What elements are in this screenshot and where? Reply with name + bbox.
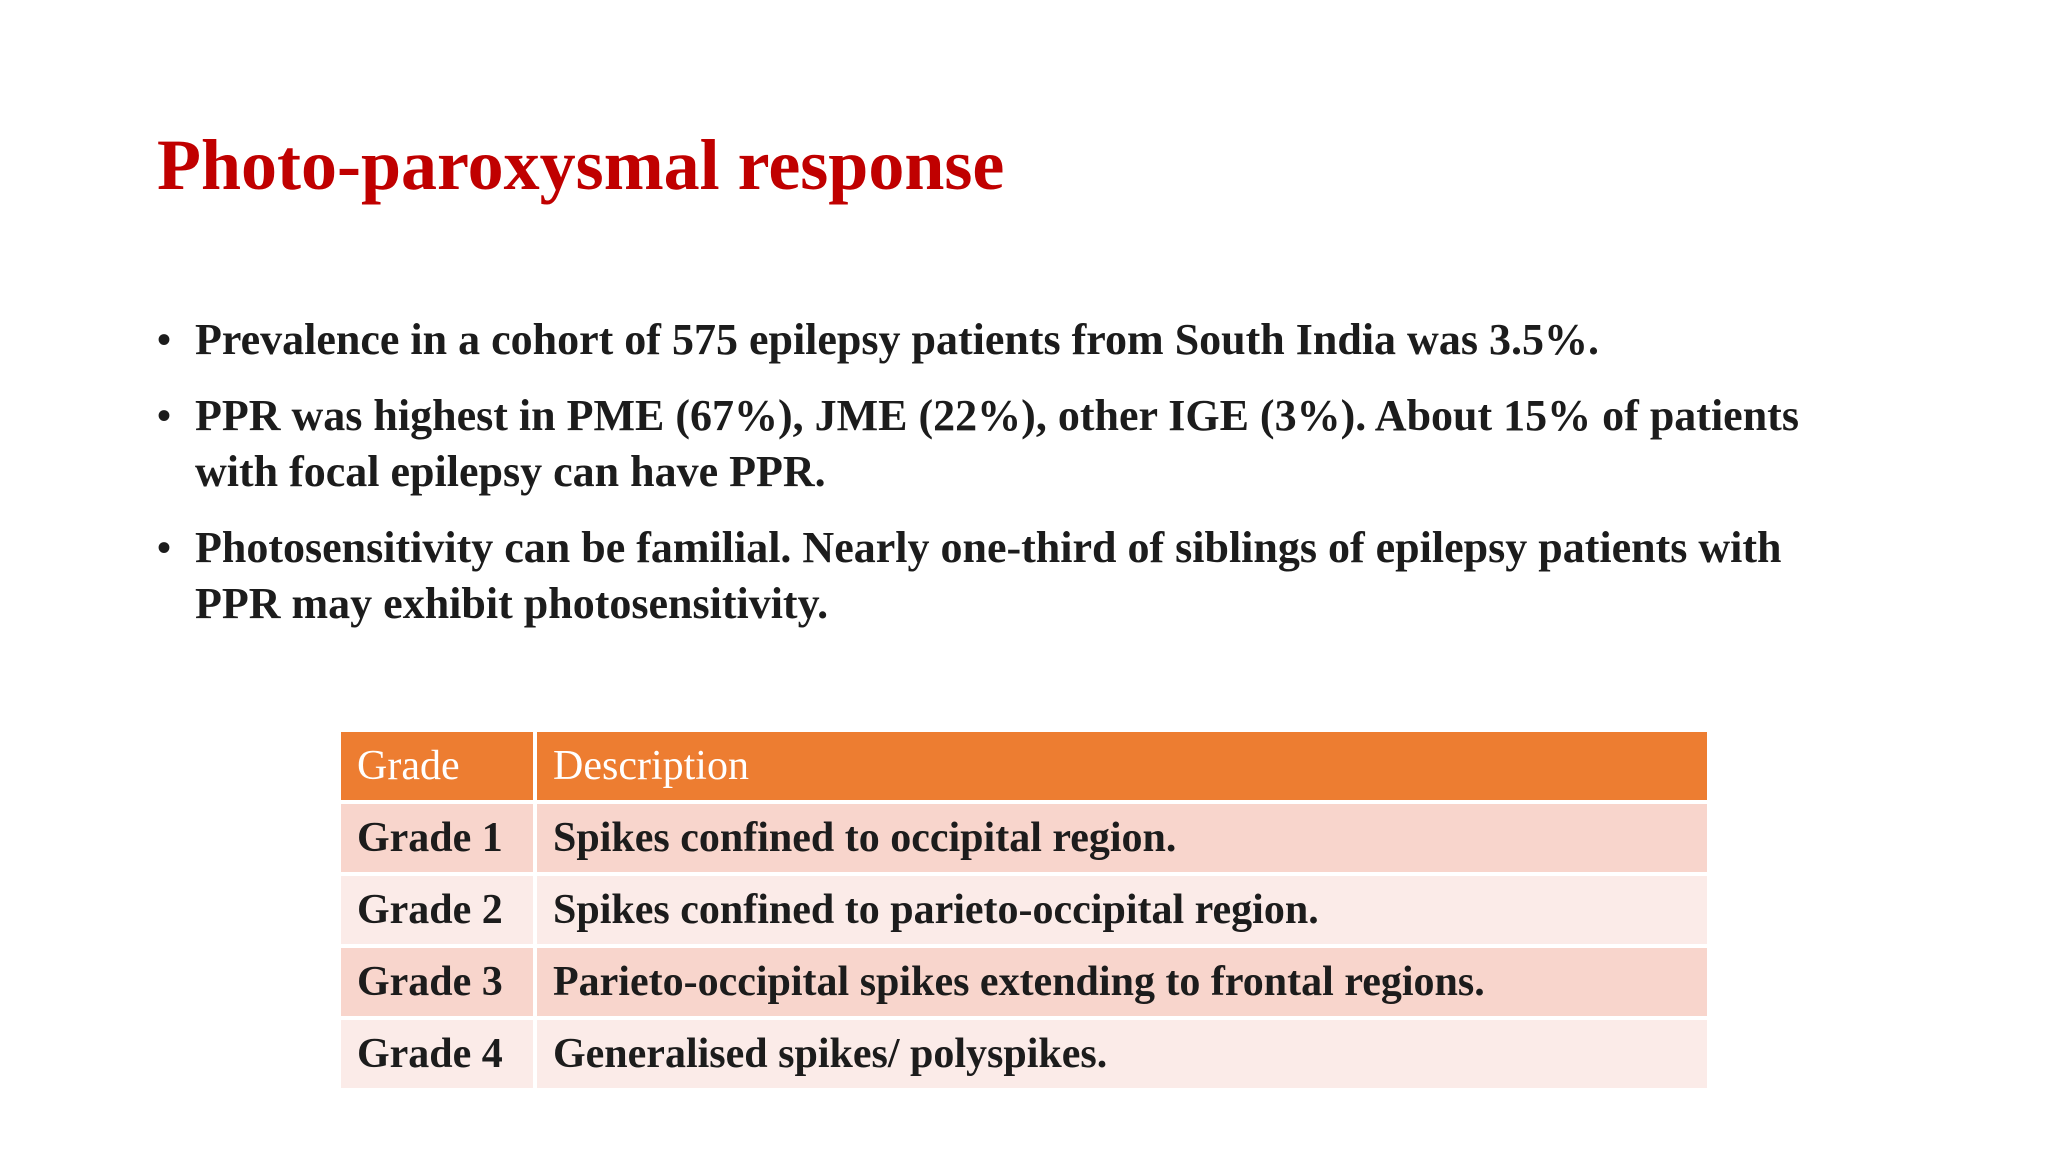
table-row [341, 1018, 1707, 1090]
bullet-text: PPR was highest in PME (67%), JME (22%), other IGE (3%). About 15% of patients with focal epilepsy can have PPR. [195, 391, 1799, 496]
bullet-item [157, 388, 1877, 500]
cell-grade: Grade 4 [341, 1018, 535, 1090]
bullet-item [157, 312, 1877, 368]
grade-table [341, 732, 1707, 1092]
bullet-marker: • [157, 317, 172, 362]
table-row [341, 946, 1707, 1018]
bullet-text: Prevalence in a cohort of 575 epilepsy patients from South India was 3.5%. [195, 315, 1599, 364]
table-row [341, 874, 1707, 946]
cell-description: Spikes confined to parieto-occipital region. [535, 874, 1707, 946]
cell-grade: Grade 3 [341, 946, 535, 1018]
bullet-marker: • [157, 393, 172, 438]
table-header-row [341, 732, 1707, 802]
header-grade: Grade [341, 732, 535, 802]
bullet-text: Photosensitivity can be familial. Nearly one-third of siblings of epilepsy patients with PPR may exhibit photosensitivity. [195, 523, 1782, 628]
bullet-list [157, 312, 1877, 652]
cell-grade: Grade 1 [341, 802, 535, 874]
cell-description: Generalised spikes/ polyspikes. [535, 1018, 1707, 1090]
cell-description: Parieto-occipital spikes extending to frontal regions. [535, 946, 1707, 1018]
table-row [341, 802, 1707, 874]
cell-description: Spikes confined to occipital region. [535, 802, 1707, 874]
slide-title: Photo-paroxysmal response [157, 125, 1005, 205]
cell-grade: Grade 2 [341, 874, 535, 946]
header-description: Description [535, 732, 1707, 802]
bullet-marker: • [157, 525, 172, 570]
bullet-item [157, 520, 1877, 632]
